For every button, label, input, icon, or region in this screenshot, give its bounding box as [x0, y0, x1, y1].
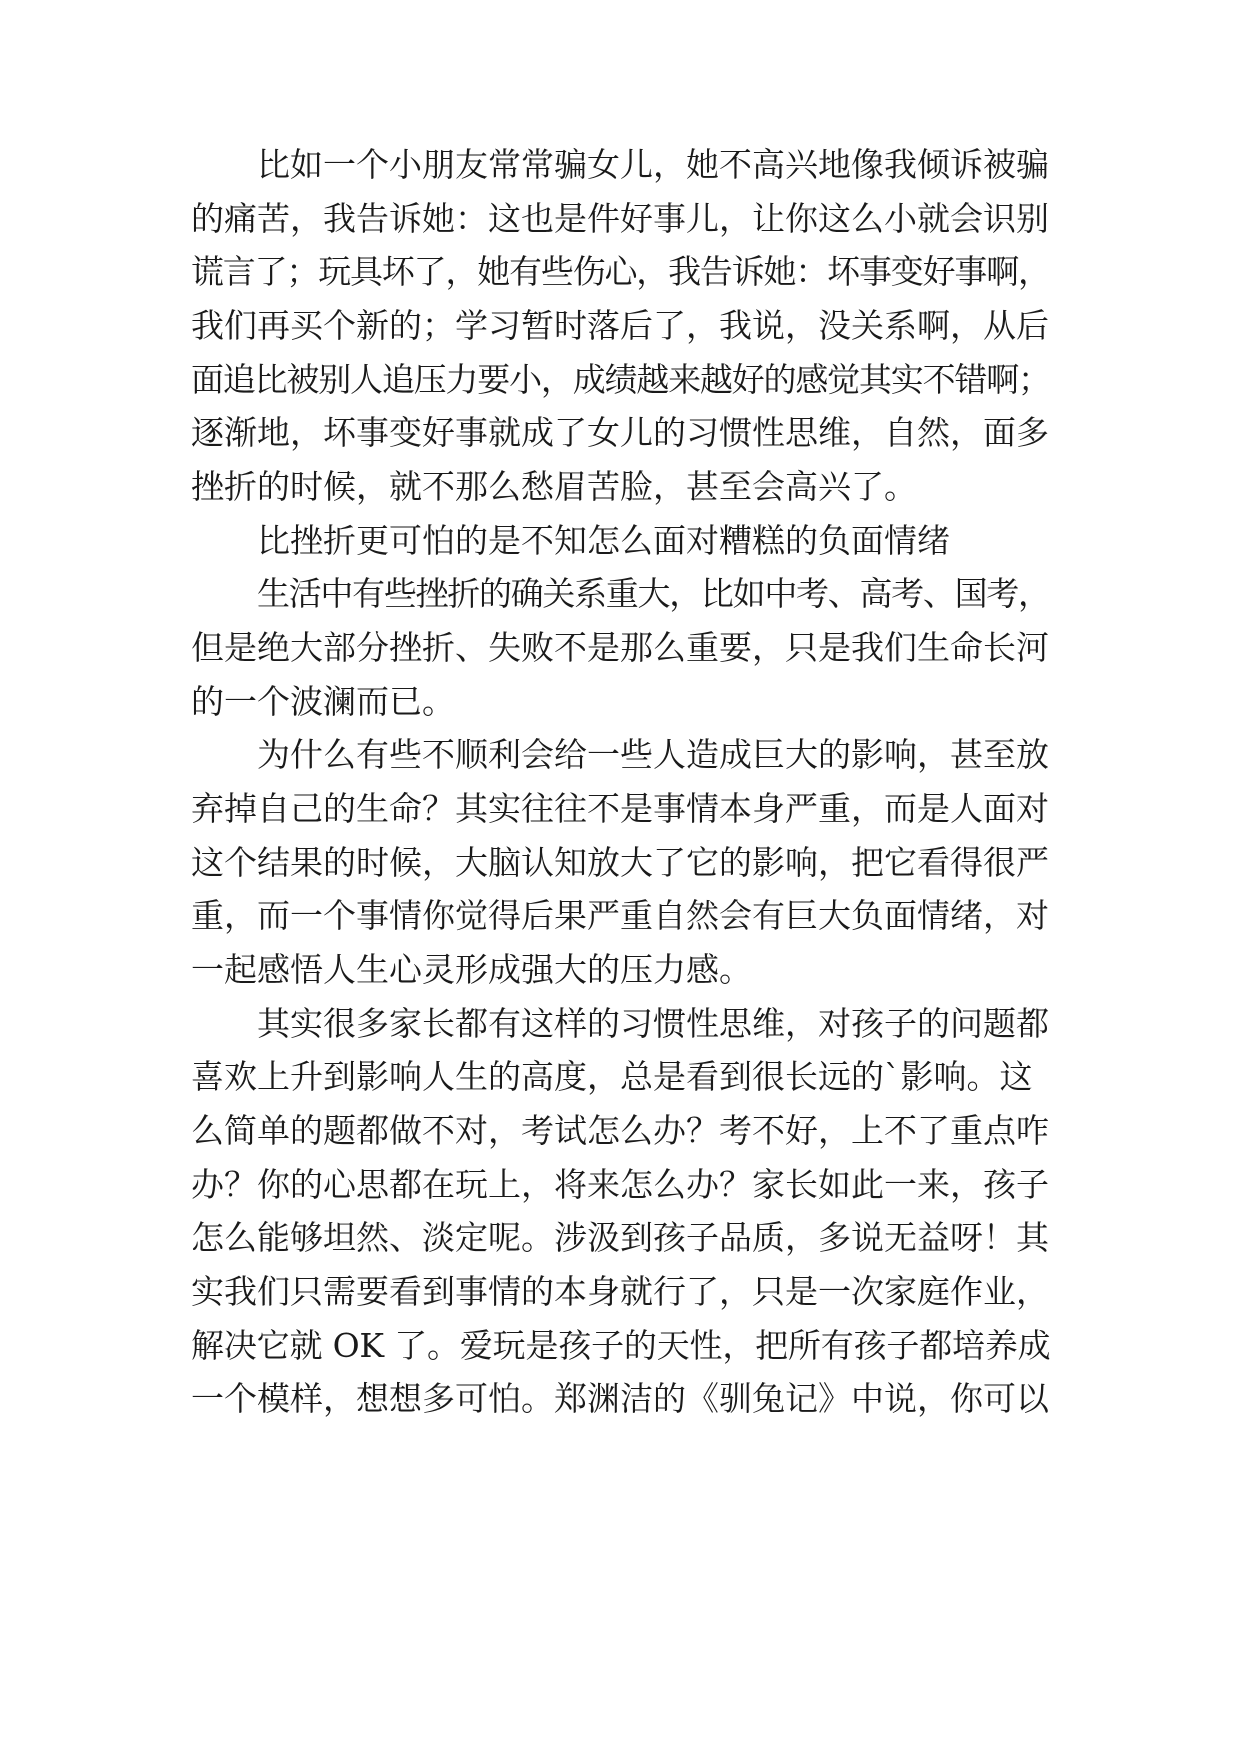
paragraph-line: 谎言了；玩具坏了，她有些伤心，我告诉她：坏事变好事啊， [191, 252, 1050, 291]
paragraph-line: 办？你的心思都在玩上，将来怎么办？家长如此一来，孩子 [191, 1165, 1049, 1204]
paragraph-line: 的痛苦，我告诉她：这也是件好事儿，让你这么小就会识别 [191, 199, 1049, 238]
paragraph-line: 面追比被别人追压力要小，成绩越来越好的感觉其实不错啊； [191, 360, 1050, 399]
paragraph-line: 怎么能够坦然、淡定呢。涉汲到孩子品质，多说无益呀！其 [191, 1218, 1049, 1257]
paragraph-line: 么简单的题都做不对，考试怎么办？考不好，上不了重点咋 [191, 1111, 1049, 1150]
paragraph-line: 一个模样，想想多可怕。郑渊洁的《驯兔记》中说，你可以 [191, 1379, 1049, 1418]
paragraph-line: 解决它就 OK 了。爱玩是孩子的天性，把所有孩子都培养成 [191, 1326, 1051, 1365]
paragraph-line: 但是绝大部分挫折、失败不是那么重要，只是我们生命长河 [191, 628, 1049, 667]
paragraph-line: 逐渐地，坏事变好事就成了女儿的习惯性思维，自然，面多 [191, 413, 1049, 452]
paragraph-line: 弃掉自己的生命？其实往往不是事情本身严重，而是人面对 [191, 789, 1049, 828]
section-heading: 比挫折更可怕的是不知怎么面对糟糕的负面情绪 [257, 521, 950, 560]
paragraph-line: 一起感悟人生心灵形成强大的压力感。 [191, 950, 752, 989]
paragraph-line: 重，而一个事情你觉得后果严重自然会有巨大负面情绪，对 [191, 896, 1049, 935]
paragraph-line: 这个结果的时候，大脑认知放大了它的影响，把它看得很严 [191, 843, 1049, 882]
paragraph-line: 比如一个小朋友常常骗女儿，她不高兴地像我倾诉被骗 [257, 145, 1049, 184]
paragraph-line: 挫折的时候，就不那么愁眉苦脸，甚至会高兴了。 [191, 467, 917, 506]
paragraph-line: 其实很多家长都有这样的习惯性思维，对孩子的问题都 [257, 1004, 1049, 1043]
paragraph-line: 我们再买个新的；学习暂时落后了，我说，没关系啊，从后 [191, 306, 1049, 345]
paragraph-line: 喜欢上升到影响人生的高度，总是看到很长远的`影响。这 [191, 1057, 1033, 1096]
paragraph-line: 为什么有些不顺利会给一些人造成巨大的影响，甚至放 [257, 735, 1049, 774]
paragraph-line: 的一个波澜而已。 [191, 682, 455, 721]
paragraph-line: 实我们只需要看到事情的本身就行了，只是一次家庭作业， [191, 1272, 1049, 1311]
paragraph-line: 生活中有些挫折的确关系重大，比如中考、高考、国考， [257, 574, 1050, 613]
